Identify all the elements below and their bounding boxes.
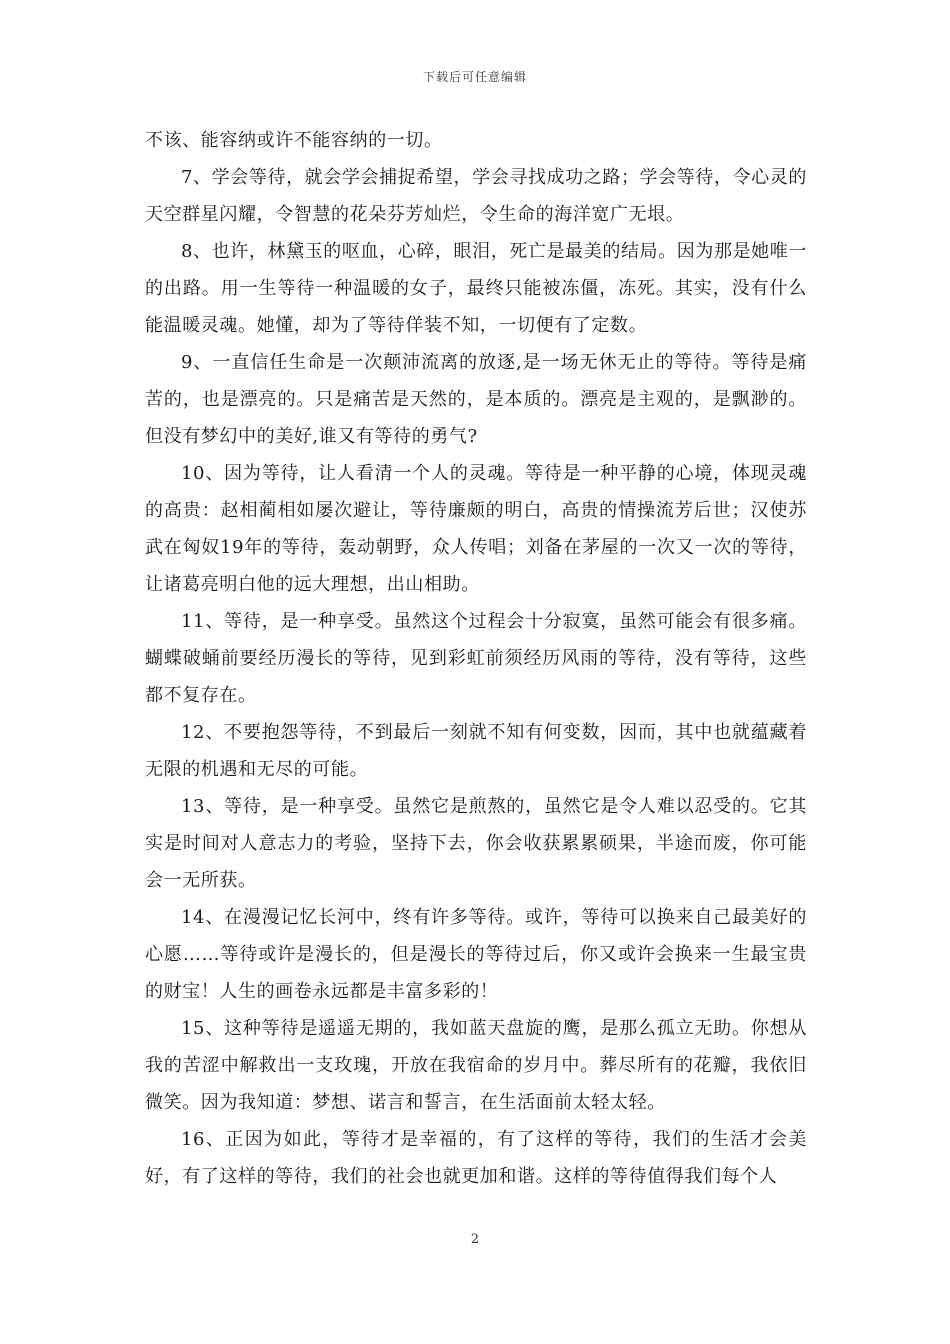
paragraph-9: 9、一直信任生命是一次颠沛流离的放逐,是一场无休无止的等待。等待是痛苦的，也是漂亮的。只是痛苦是天然的，是本质的。漂亮是主观的，是飘渺的。但没有梦幻中的美好,谁又有等待的勇气? bbox=[145, 352, 807, 447]
paragraph-8: 8、也许，林黛玉的呕血，心碎，眼泪，死亡是最美的结局。因为那是她唯一的出路。用一生等待一种温暖的女子，最终只能被冻僵，冻死。其实，没有什么能温暖灵魂。她懂，却为了等待佯装不知，一切便有了定数。 bbox=[145, 241, 807, 336]
document-body bbox=[145, 122, 807, 1195]
paragraph-10: 10、因为等待，让人看清一个人的灵魂。等待是一种平静的心境，体现灵魂的高贵：赵相蔺相如屡次避让，等待廉颇的明白，高贵的情操流芳后世；汉使苏武在匈奴19年的等待，轰动朝野，众人传唱；刘备在茅屋的一次又一次的等待，让诸葛亮明白他的远大理想，出山相助。 bbox=[145, 463, 807, 595]
paragraph-11: 11、等待，是一种享受。虽然这个过程会十分寂寞，虽然可能会有很多痛。蝴蝶破蛹前要经历漫长的等待，见到彩虹前须经历风雨的等待，没有等待，这些都不复存在。 bbox=[145, 611, 807, 706]
paragraph-12: 12、不要抱怨等待，不到最后一刻就不知有何变数，因而，其中也就蕴藏着无限的机遇和无尽的可能。 bbox=[145, 722, 807, 780]
page-number: 2 bbox=[470, 1232, 480, 1247]
paragraph-13: 13、等待，是一种享受。虽然它是煎熬的，虽然它是令人难以忍受的。它其实是时间对人意志力的考验，坚持下去，你会收获累累硕果，半途而废，你可能会一无所获。 bbox=[145, 796, 807, 891]
paragraph-continuation: 不该、能容纳或许不能容纳的一切。 bbox=[145, 130, 443, 151]
page-header: 下载后可任意编辑 bbox=[422, 70, 527, 84]
paragraph-7: 7、学会等待，就会学会捕捉希望，学会寻找成功之路；学会等待，令心灵的天空群星闪耀，令智慧的花朵芬芳灿烂，令生命的海洋宽广无垠。 bbox=[145, 167, 807, 225]
paragraph-14: 14、在漫漫记忆长河中，终有许多等待。或许，等待可以换来自己最美好的心愿……等待或许是漫长的，但是漫长的等待过后，你又或许会换来一生最宝贵的财宝！人生的画卷永远都是丰富多彩的！ bbox=[145, 907, 807, 1002]
paragraph-15: 15、这种等待是遥遥无期的，我如蓝天盘旋的鹰，是那么孤立无助。你想从我的苦涩中解救出一支玫瑰，开放在我宿命的岁月中。葬尽所有的花瓣，我依旧微笑。因为我知道：梦想、诺言和誓言，在生活面前太轻太轻。 bbox=[145, 1018, 807, 1113]
paragraph-16: 16、正因为如此，等待才是幸福的，有了这样的等待，我们的生活才会美好，有了这样的等待，我们的社会也就更加和谐。这样的等待值得我们每个人 bbox=[145, 1129, 807, 1187]
